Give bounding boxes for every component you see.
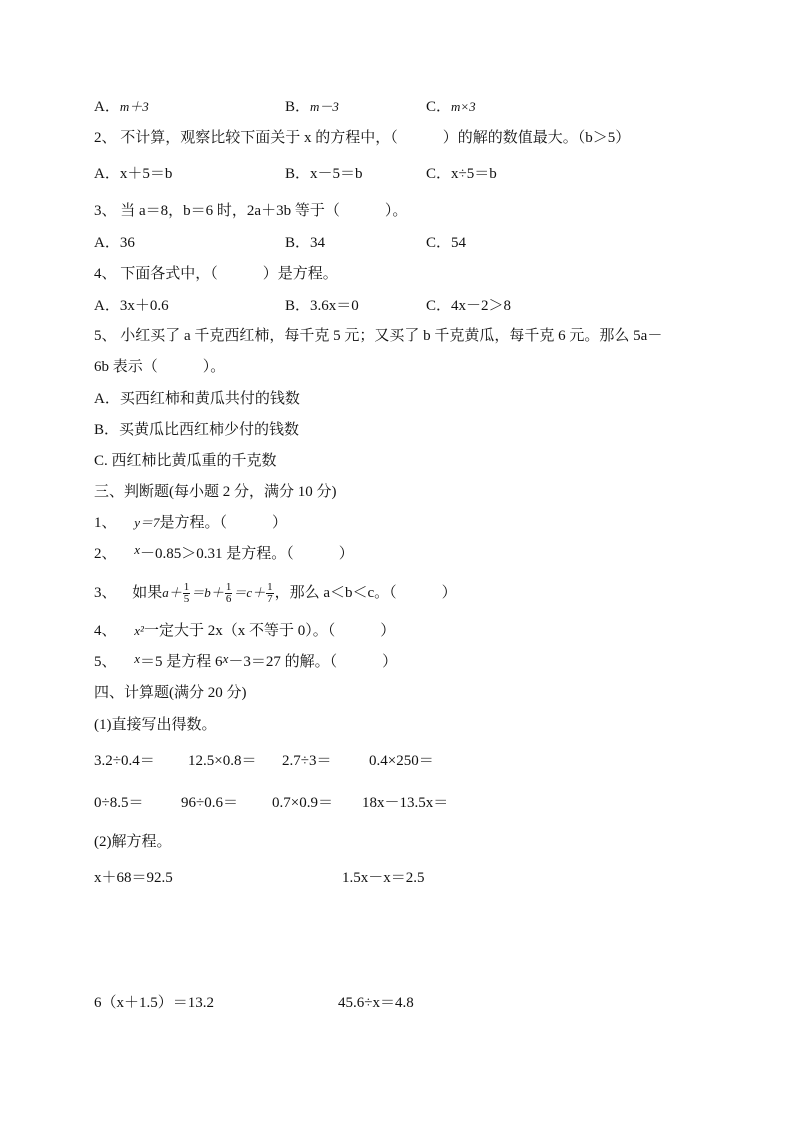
section4-title: 四、计算题(满分 20 分) <box>94 685 247 701</box>
q5-text-line1: 5、 小红买了 a 千克西红柿，每千克 5 元；又买了 b 千克黄瓜，每千克 6 元。那么 5a－ <box>94 328 663 344</box>
judge-item-2-number: 2、 <box>94 546 117 562</box>
q1-option-b <box>285 97 339 117</box>
fraction-2-denominator: 6 <box>225 593 232 606</box>
judge-item-3-a: a＋ <box>162 585 182 600</box>
section4-part2-title: (2)解方程。 <box>94 834 172 850</box>
calc-row2-item-2: 96÷0.6＝ <box>181 795 238 811</box>
fraction-1-numerator: 1 <box>183 581 190 594</box>
q5-text-line2: 6b 表示（ ）。 <box>94 359 226 375</box>
judge-item-5 <box>94 652 397 672</box>
fraction-3-numerator: 1 <box>267 581 273 594</box>
q4-option-a: A．3x＋0.6 <box>94 298 169 314</box>
calc-row1-item-4: 0.4×250＝ <box>369 753 434 769</box>
judge-item-3-number: 3、 <box>94 585 117 601</box>
judge-item-3-b: ＝b＋ <box>191 585 224 600</box>
calc-row2-item-4: 18x－13.5x＝ <box>362 795 449 811</box>
judge-item-5-text-1: ＝5 是方程 6 <box>140 654 223 670</box>
fraction-1-denominator: 5 <box>183 593 190 606</box>
q5-option-b: B．买黄瓜比西红柿少付的钱数 <box>94 422 300 438</box>
q1-option-b-value: m－3 <box>310 99 339 114</box>
judge-item-2-var: x <box>134 542 141 557</box>
judge-item-3-fraction-2 <box>225 582 233 605</box>
q3-option-b: B．34 <box>285 235 326 251</box>
judge-item-3-text: ，那么 a＜b＜c。（ ） <box>274 585 457 601</box>
q1-option-c-value: m×3 <box>451 99 476 114</box>
judge-item-5-var: x <box>134 651 141 666</box>
calc-row1-item-1: 3.2÷0.4＝ <box>94 753 155 769</box>
q5-option-a: A．买西红柿和黄瓜共付的钱数 <box>94 391 300 407</box>
judge-item-4-var: x² <box>134 623 144 638</box>
judge-item-3-c: ＝c＋ <box>233 585 266 600</box>
fraction-2-numerator: 1 <box>225 581 232 594</box>
judge-item-3 <box>94 582 457 605</box>
q4-option-b: B．3.6x＝0 <box>285 298 359 314</box>
section3-title: 三、判断题(每小题 2 分，满分 10 分) <box>94 484 337 500</box>
q3-option-a: A．36 <box>94 235 135 251</box>
judge-item-3-fraction-1 <box>183 582 191 605</box>
q2-option-b: B．x－5＝b <box>285 166 363 182</box>
judge-item-1-number: 1、 <box>94 515 117 531</box>
q2-option-a: A．x＋5＝b <box>94 166 173 182</box>
q3-text: 3、 当 a＝8，b＝6 时，2a＋3b 等于（ ）。 <box>94 203 408 219</box>
fraction-3-denominator: 7 <box>267 593 273 606</box>
judge-item-5-text-2: －3＝27 的解。（ ） <box>228 654 398 670</box>
q4-text: 4、 下面各式中，（ ）是方程。 <box>94 266 338 282</box>
calc-row2-item-1: 0÷8.5＝ <box>94 795 144 811</box>
judge-item-4 <box>94 621 395 641</box>
q1-option-a-value: m＋3 <box>119 99 149 114</box>
calc-row1-item-2: 12.5×0.8＝ <box>188 753 257 769</box>
judge-item-5-number: 5、 <box>94 654 117 670</box>
judge-item-3-prefix: 如果 <box>132 585 163 601</box>
judge-item-2-text: －0.85＞0.31 是方程。（ ） <box>140 546 354 562</box>
q2-option-c: C．x÷5＝b <box>426 166 497 182</box>
q4-option-c: C．4x－2＞8 <box>426 298 512 314</box>
q1-option-c-label: C． <box>426 99 452 115</box>
q1-option-b-label: B． <box>285 99 311 115</box>
equation-2: 1.5x－x＝2.5 <box>342 870 425 886</box>
q1-option-a <box>94 97 149 117</box>
calc-row2-item-3: 0.7×0.9＝ <box>272 795 333 811</box>
q5-option-c: C. 西红柿比黄瓜重的千克数 <box>94 453 277 469</box>
judge-item-4-number: 4、 <box>94 623 117 639</box>
judge-item-1-text: 是方程。（ ） <box>159 515 288 531</box>
equation-4: 45.6÷x＝4.8 <box>338 995 414 1011</box>
calc-row1-item-3: 2.7÷3＝ <box>282 753 332 769</box>
q2-text: 2、 不计算，观察比较下面关于 x 的方程中，（ ）的解的数值最大。（b＞5） <box>94 130 631 146</box>
judge-item-3-fraction-3 <box>266 582 274 605</box>
q3-option-c: C．54 <box>426 235 467 251</box>
judge-item-5-var-2: x <box>222 651 229 666</box>
judge-item-1 <box>94 513 287 533</box>
q1-option-c <box>426 97 476 117</box>
judge-item-1-expr: y＝7 <box>134 515 160 530</box>
judge-item-2 <box>94 544 354 564</box>
equation-3: 6（x＋1.5）＝13.2 <box>94 995 215 1011</box>
judge-item-4-text: 一定大于 2x（x 不等于 0）。（ ） <box>143 623 396 639</box>
q1-option-a-label: A． <box>94 99 120 115</box>
section4-part1-title: (1)直接写出得数。 <box>94 717 217 733</box>
equation-1: x＋68＝92.5 <box>94 870 173 886</box>
